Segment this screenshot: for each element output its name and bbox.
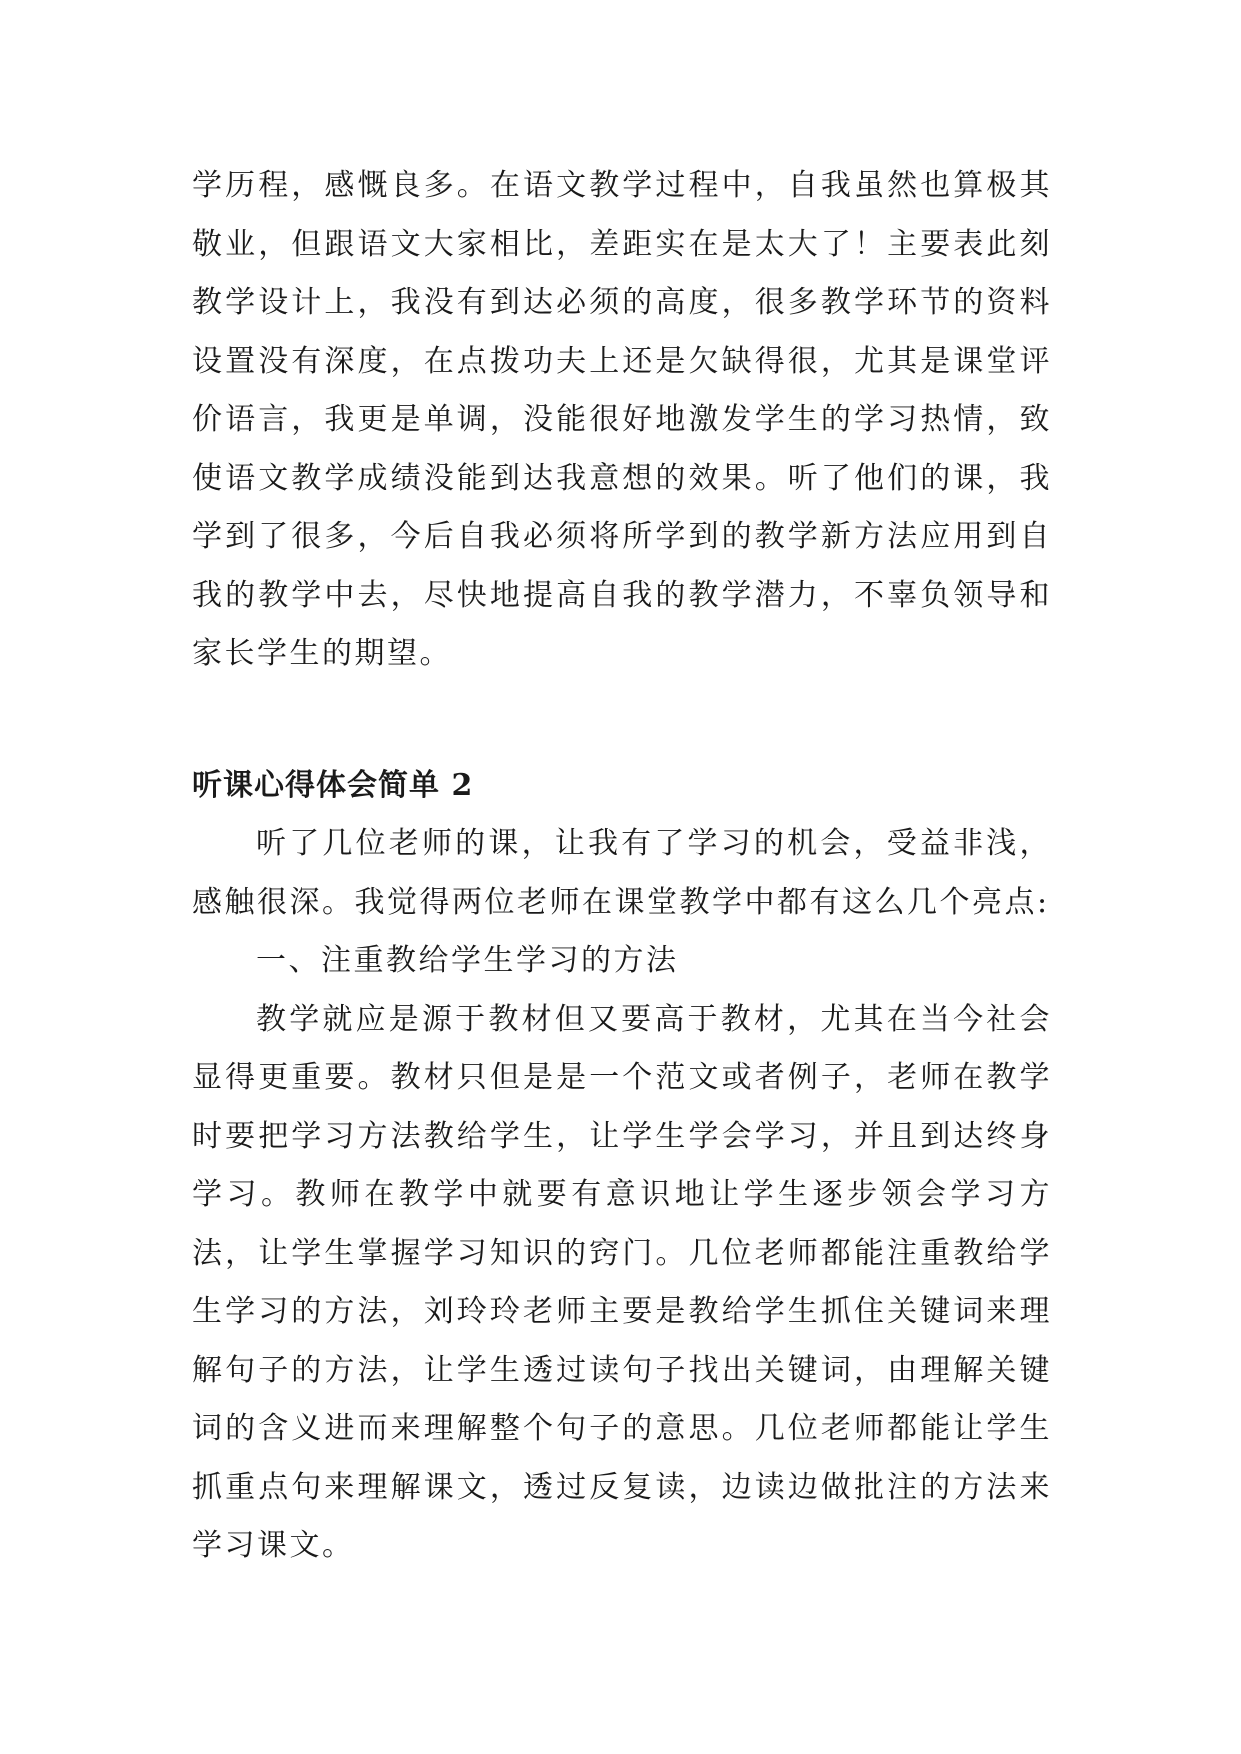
intro-paragraph: 听了几位老师的课，让我有了学习的机会，受益非浅，感触很深。我觉得两位老师在课堂教学中都有这么几个亮点: <box>192 826 1052 920</box>
section-title: 听课心得体会简单 2 <box>192 767 474 803</box>
continuation-paragraph: 学历程，感慨良多。在语文教学过程中，自我虽然也算极其敬业，但跟语文大家相比，差距实在是太大了！主要表此刻教学设计上，我没有到达必须的高度，很多教学环节的资料设置没有深度，在点拨功夫上还是欠缺得很，尤其是课堂评价语言，我更是单调，没能很好地激发学生的学习热情，致使语文教学成绩没能到达我意想的效果。听了他们的课，我学到了很多，今后自我必须将所学到的教学新方法应用到自我的教学中去，尽快地提高自我的教学潜力，不辜负领导和家长学生的期望。 <box>192 168 1052 671</box>
point-heading: 一、注重教给学生学习的方法 <box>256 943 679 978</box>
body-paragraph: 教学就应是源于教材但又要高于教材，尤其在当今社会显得更重要。教材只但是是一个范文或者例子，老师在教学时要把学习方法教给学生，让学生学会学习，并且到达终身学习。教师在教学中就要有意识地让学生逐步领会学习方法，让学生掌握学习知识的窍门。几位老师都能注重教给学生学习的方法，刘玲玲老师主要是教给学生抓住关键词来理解句子的方法，让学生透过读句子找出关键词，由理解关键词的含义进而来理解整个句子的意思。几位老师都能让学生抓重点句来理解课文，透过反复读，边读边做批注的方法来学习课文。 <box>192 1001 1052 1563</box>
document-body <box>192 157 1052 1576</box>
